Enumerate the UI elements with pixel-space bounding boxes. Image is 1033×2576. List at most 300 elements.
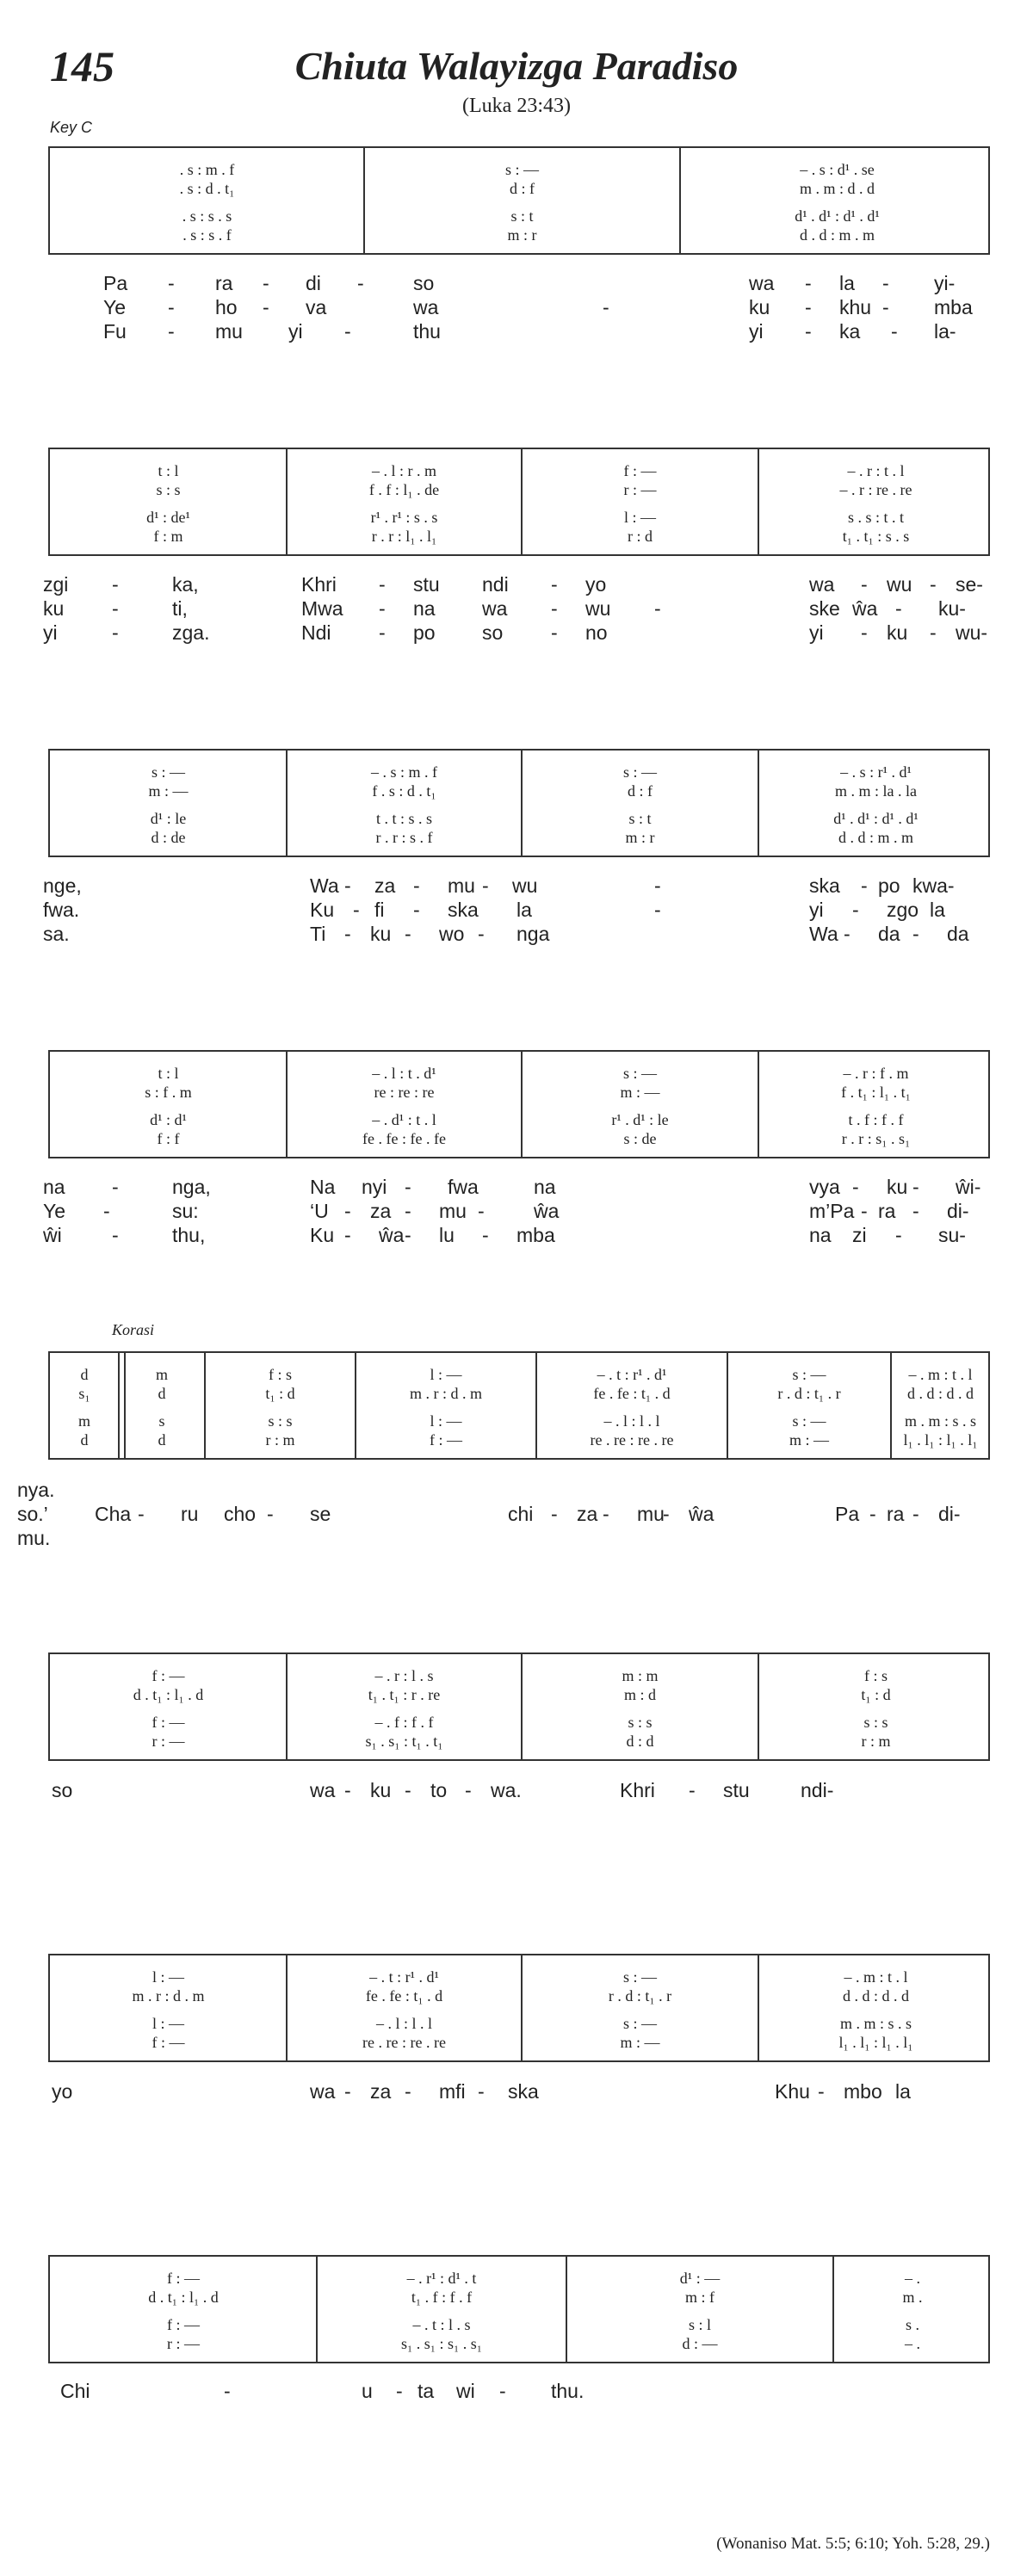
lyric-syllable: zgi [43,573,69,596]
lyric-syllable: - [805,320,812,343]
lyric-syllable: nga [516,923,550,945]
solfa-measure: . s : d . t₁ [179,180,235,197]
solfa-measure: m : f [685,2289,714,2306]
solfa-measure: s . s : t . t [847,509,904,526]
lyric-syllable: - [168,320,175,343]
lyric-syllable: ku [887,621,908,644]
lyric-syllable: Ye [103,296,127,318]
lyric-syllable: na [534,1176,556,1198]
voice-row [50,2334,988,2353]
lyric-line [0,621,1033,645]
lyric-syllable: - [405,923,411,945]
lyric-syllable: nga, [172,1176,211,1198]
lyric-syllable: khu [839,296,872,318]
lyric-syllable: ra [887,1503,905,1525]
lyric-syllable: ndi- [801,1779,834,1801]
solfa-measure: r . d : t₁ . r [608,1987,672,2005]
lyric-syllable: wo [439,923,465,945]
solfa-measure: d¹ : — [679,2270,721,2287]
lyric-syllable: - [663,1503,670,1525]
voice-row [50,160,988,179]
lyric-syllable: po [878,874,900,897]
lyric-syllable: ndi [482,573,509,596]
lyric-syllable: yi [43,621,58,644]
solfa-measure: – . [905,2270,920,2287]
lyric-line [0,1175,1033,1199]
lyric-syllable: mba [516,1224,555,1246]
voice-row [50,1666,988,1685]
lyric-syllable: - [138,1503,145,1525]
solfa-measure: l : — [430,1366,462,1383]
solfa-measure: l : — [152,2015,184,2032]
lyric-syllable: ku [43,597,65,620]
music-system [48,448,990,556]
lyric-syllable: - [263,296,269,318]
solfa-measure: s₁ [78,1385,90,1402]
solfa-measure: d . d : d . d [906,1385,974,1402]
lyric-syllable: ka, [172,573,199,596]
voice-row [50,1083,988,1102]
solfa-measure: f : m [153,528,183,545]
lyric-line [0,874,1033,898]
lyric-syllable: Fu [103,320,127,343]
lyric-line [0,2379,1033,2403]
solfa-measure: l : — [430,1412,462,1430]
solfa-measure: fe . fe : fe . fe [362,1130,446,1147]
solfa-measure: . s : s . f [182,226,232,244]
solfa-measure: r . r : s₁ . s₁ [841,1130,911,1147]
voice-row [50,1064,988,1083]
solfa-measure: m : r [625,829,655,846]
lyric-syllable: - [654,597,661,620]
voice-row [50,1129,988,1148]
lyric-syllable: - [344,1779,351,1801]
lyric-syllable: lu [439,1224,455,1246]
voice-row [50,2033,988,2052]
lyric-syllable: - [891,320,898,343]
solfa-measure: – . [905,2335,920,2352]
lyric-syllable: su- [938,1224,966,1246]
lyric-syllable: - [344,874,351,897]
solfa-measure: m [155,1366,168,1383]
solfa-measure: re . re : re . re [590,1431,674,1449]
lyric-line [0,319,1033,343]
lyric-syllable: - [478,1200,485,1222]
solfa-measure: d¹ . d¹ : d¹ . d¹ [833,810,919,827]
solfa-measure: m . r : d . m [410,1385,482,1402]
lyric-syllable: - [405,2080,411,2103]
lyric-syllable: - [930,573,937,596]
solfa-measure: s : l [688,2316,711,2333]
lyric-syllable: zgo [887,899,919,921]
lyric-syllable: chi [508,1503,534,1525]
lyric-syllable: - [844,923,851,945]
lyric-syllable: - [551,573,558,596]
lyric-syllable: mu [637,1503,665,1525]
solfa-measure: d [158,1385,166,1402]
lyric-syllable: wu- [956,621,988,644]
lyric-syllable: Khri [620,1779,655,1801]
lyric-syllable: - [895,1224,902,1246]
lyric-line [0,295,1033,319]
voice-row [50,207,988,225]
solfa-measure: r : d [628,528,653,545]
solfa-measure: d . d : m . m [838,829,913,846]
voice-row [50,1384,988,1403]
lyric-syllable: so [482,621,504,644]
voice-row [50,2014,988,2033]
lyric-syllable: - [852,899,859,921]
lyric-syllable: Ku [310,1224,335,1246]
lyric-line [0,1502,1033,1526]
lyric-line [0,1478,1033,1502]
lyric-line [0,1223,1033,1247]
voice-row [50,1365,988,1384]
voice-row [50,828,988,847]
lyric-syllable: ŵa [379,1224,405,1246]
lyric-syllable: - [482,1224,489,1246]
scripture-reference: (Luka 23:43) [462,95,571,117]
lyric-syllable: ta [418,2380,435,2402]
solfa-measure: r : — [623,481,657,498]
solfa-measure: r¹ . r¹ : s . s [370,509,438,526]
lyric-syllable: - [654,899,661,921]
music-system [48,2255,990,2363]
solfa-measure: – . l : t . d¹ [372,1065,436,1082]
lyric-syllable: - [344,923,351,945]
lyric-syllable: fi [374,899,385,921]
lyric-syllable: yi [749,320,764,343]
lyric-syllable: yi [809,621,824,644]
lyric-syllable: mfi [439,2080,466,2103]
solfa-measure: r : m [265,1431,295,1449]
lyric-syllable: Pa [835,1503,860,1525]
solfa-measure: m : — [620,1084,660,1101]
lyric-syllable: mba [934,296,973,318]
lyric-syllable: za [374,874,396,897]
solfa-measure: – . r : re . re [839,481,912,498]
solfa-measure: s : s [156,481,181,498]
lyric-syllable: ku [749,296,770,318]
solfa-measure: s : s [628,1714,653,1731]
solfa-measure: – . t : r¹ . d¹ [597,1366,667,1383]
lyric-syllable: Ku [310,899,335,921]
solfa-measure: r . r : s . f [375,829,433,846]
lyric-syllable: kwa- [912,874,955,897]
solfa-measure: s₁ . s₁ : t₁ . t₁ [365,1733,443,1750]
lyric-syllable: - [344,1200,351,1222]
lyric-syllable: - [912,1200,919,1222]
lyric-syllable: - [861,573,868,596]
lyric-syllable: mu [439,1200,467,1222]
lyric-syllable: yi- [934,272,956,294]
lyric-syllable: Chi [60,2380,90,2402]
lyric-syllable: - [861,621,868,644]
lyric-syllable: - [112,573,119,596]
lyric-syllable: di [306,272,321,294]
solfa-measure: d¹ . d¹ : d¹ . d¹ [795,207,880,225]
lyric-syllable: ho [215,296,238,318]
lyric-syllable: se- [956,573,983,596]
lyric-syllable: - [224,2380,231,2402]
solfa-measure: f : — [152,2034,185,2051]
lyric-syllable: - [168,296,175,318]
lyric-syllable: - [551,597,558,620]
solfa-measure: . s : m . f [179,161,235,178]
lyric-syllable: da [947,923,969,945]
solfa-measure: s : t [628,810,652,827]
hymn-title: Chiuta Walayizga Paradiso [294,44,739,88]
voice-row [50,1713,988,1732]
lyric-syllable: yo [52,2080,73,2103]
solfa-measure: l₁ . l₁ : l₁ . l₁ [903,1431,978,1449]
lyric-syllable: - [882,272,889,294]
solfa-measure: fe . fe : t₁ . d [593,1385,671,1402]
solfa-measure: d¹ : d¹ [150,1111,187,1128]
lyric-syllable: - [112,1224,119,1246]
solfa-measure: d . t₁ : l₁ . d [148,2289,219,2306]
lyric-syllable: fwa. [43,899,80,921]
voice-row [50,1968,988,1986]
lyric-syllable: wu [887,573,912,596]
lyric-syllable: - [805,296,812,318]
lyric-syllable: - [478,923,485,945]
solfa-measure: – . s : r¹ . d¹ [840,763,912,781]
lyric-syllable: wa [310,2080,336,2103]
solfa-measure: fe . fe : t₁ . d [365,1987,443,2005]
solfa-measure: d [80,1431,89,1449]
voice-row [50,480,988,499]
solfa-measure: s₁ . s₁ : s₁ . s₁ [400,2335,483,2352]
solfa-measure: s : — [622,763,657,781]
lyric-syllable: wi [456,2380,475,2402]
lyric-syllable: Mwa [301,597,343,620]
lyric-line [0,1526,1033,1550]
solfa-measure: – . f : f . f [374,1714,434,1731]
lyric-syllable: ru [181,1503,199,1525]
solfa-measure: m [77,1412,90,1430]
solfa-measure: f : s [269,1366,292,1383]
lyric-syllable: - [861,874,868,897]
solfa-measure: t . t : s . s [375,810,432,827]
solfa-measure: – . r : t . l [847,462,905,479]
music-system [48,749,990,857]
solfa-measure: m : d [623,1686,656,1703]
solfa-measure: m . [902,2289,923,2306]
lyric-syllable: la [930,899,945,921]
solfa-measure: f . t₁ : l₁ . t₁ [841,1084,911,1101]
solfa-measure: d : d [626,1733,654,1750]
lyric-syllable: ku [887,1176,908,1198]
lyric-line [0,898,1033,922]
voice-row [50,1412,988,1430]
voice-row [50,2288,988,2307]
lyric-syllable: Cha [95,1503,132,1525]
key-signature: Key C [50,119,93,136]
solfa-measure: – . s : d¹ . se [800,161,875,178]
solfa-measure: d¹ : de¹ [146,509,190,526]
solfa-measure: t . f : f . f [848,1111,904,1128]
lyric-syllable: mu [215,320,243,343]
solfa-measure: s : s [863,1714,888,1731]
lyric-syllable: la [516,899,532,921]
solfa-measure: – . r : f . m [843,1065,909,1082]
lyric-syllable: nyi [362,1176,387,1198]
solfa-measure: s : t [510,207,534,225]
lyric-syllable: so [413,272,435,294]
solfa-measure: m : m [622,1667,659,1684]
lyric-syllable: - [912,923,919,945]
voice-row [50,1986,988,2005]
lyric-line [0,1778,1033,1802]
solfa-measure: – . l : l . l [375,2015,432,2032]
solfa-measure: s : — [151,763,185,781]
solfa-measure: f : — [167,2270,200,2287]
lyric-syllable: - [499,2380,506,2402]
lyric-syllable: ske [809,597,840,620]
lyric-syllable: za [577,1503,598,1525]
solfa-measure: s : f . m [145,1084,192,1101]
lyric-syllable: - [379,621,386,644]
solfa-measure: d¹ : le [150,810,187,827]
lyric-syllable: - [405,1200,411,1222]
lyric-syllable: - [353,899,360,921]
voice-row [50,763,988,781]
lyric-syllable: zi [852,1224,867,1246]
solfa-measure: s : — [622,1065,657,1082]
lyric-syllable: ra [215,272,233,294]
lyric-syllable: Khri [301,573,337,596]
lyric-syllable: - [405,1224,411,1246]
solfa-measure: d : f [628,782,653,800]
solfa-measure: s : — [504,161,539,178]
solfa-measure: d . d : m . m [799,226,875,244]
lyric-syllable: va [306,296,327,318]
lyric-syllable: mbo [844,2080,882,2103]
lyric-syllable: nya. [17,1479,55,1501]
lyric-syllable: - [482,874,489,897]
solfa-measure: t₁ . t₁ : s . s [842,528,910,545]
lyric-syllable: Khu [775,2080,810,2103]
solfa-measure: m . m : s . s [839,2015,912,2032]
lyric-syllable: to [430,1779,448,1801]
lyric-syllable: zga. [172,621,210,644]
voice-row [50,809,988,828]
lyric-syllable: - [895,597,902,620]
music-system [48,1351,990,1460]
lyric-syllable: - [112,597,119,620]
lyric-syllable: Wa [809,923,838,945]
solfa-measure: – . s : m . f [370,763,437,781]
lyric-syllable: thu. [551,2380,585,2402]
lyric-line [0,271,1033,295]
solfa-measure: m . m : d . d [799,180,875,197]
solfa-measure: f : — [152,1667,185,1684]
lyric-syllable: ska [508,2080,539,2103]
lyric-syllable: yo [585,573,607,596]
lyric-syllable: - [344,320,351,343]
lyric-syllable: - [405,1176,411,1198]
solfa-measure: f : s [864,1667,888,1684]
solfa-measure: f : f [157,1130,180,1147]
lyric-syllable: na [43,1176,65,1198]
solfa-measure: r¹ . d¹ : le [611,1111,669,1128]
lyric-syllable: - [168,272,175,294]
lyric-syllable: - [344,1224,351,1246]
lyric-syllable: - [869,1503,876,1525]
hymn-number: 145 [50,42,114,90]
lyric-line [0,572,1033,596]
lyric-syllable: ŵa [534,1200,560,1222]
solfa-measure: m : r [507,226,537,244]
solfa-measure: t : l [158,1065,179,1082]
lyric-syllable: - [478,2080,485,2103]
lyric-syllable: - [852,1176,859,1198]
lyric-syllable: - [603,296,609,318]
lyric-syllable: m’Pa [809,1200,855,1222]
voice-row [50,1685,988,1704]
lyric-syllable: - [551,1503,558,1525]
lyric-syllable: da [878,923,900,945]
lyric-syllable: se [310,1503,331,1525]
solfa-measure: t₁ : d [265,1385,295,1402]
lyric-syllable: - [603,1503,609,1525]
solfa-measure: s : — [622,1968,657,1986]
lyric-syllable: Ye [43,1200,66,1222]
voice-row [50,527,988,546]
lyric-syllable: di- [947,1200,969,1222]
lyric-syllable: wu [585,597,611,620]
lyric-syllable: - [930,621,937,644]
lyric-syllable: - [818,2080,825,2103]
lyric-syllable: - [912,1503,919,1525]
solfa-measure: – . t : r¹ . d¹ [369,1968,439,1986]
lyric-syllable: thu, [172,1224,206,1246]
lyric-syllable: za [370,2080,392,2103]
lyric-syllable: - [112,621,119,644]
solfa-measure: l₁ . l₁ : l₁ . l₁ [838,2034,913,2051]
lyric-syllable: ku [370,923,392,945]
solfa-measure: f . s : d . t₁ [372,782,436,800]
music-system [48,1954,990,2062]
lyric-line [0,2079,1033,2103]
lyric-syllable: - [405,1779,411,1801]
solfa-measure: m : — [789,1431,829,1449]
lyric-syllable: fwa [448,1176,479,1198]
lyric-syllable: - [263,272,269,294]
solfa-measure: t : l [158,462,179,479]
lyric-syllable: - [379,597,386,620]
lyric-syllable: wa [310,1779,336,1801]
solfa-measure: s : de [623,1130,657,1147]
lyric-syllable: no [585,621,608,644]
lyric-syllable: po [413,621,436,644]
solfa-measure: m . m : la . la [835,782,917,800]
lyric-syllable: wa [809,573,835,596]
solfa-measure: r : — [152,1733,185,1750]
solfa-measure: t₁ : d [861,1686,891,1703]
solfa-measure: m : — [620,2034,660,2051]
footer-references: (Wonaniso Mat. 5:5; 6:10; Yoh. 5:28, 29.) [716,2535,990,2553]
solfa-measure: f : — [623,462,657,479]
lyric-syllable: wu [512,874,538,897]
solfa-measure: d . t₁ : l₁ . d [133,1686,204,1703]
lyric-syllable: ra [878,1200,896,1222]
voice-row [50,1110,988,1129]
solfa-measure: s : — [622,2015,657,2032]
solfa-measure: s : — [792,1366,826,1383]
lyric-syllable: - [689,1779,696,1801]
